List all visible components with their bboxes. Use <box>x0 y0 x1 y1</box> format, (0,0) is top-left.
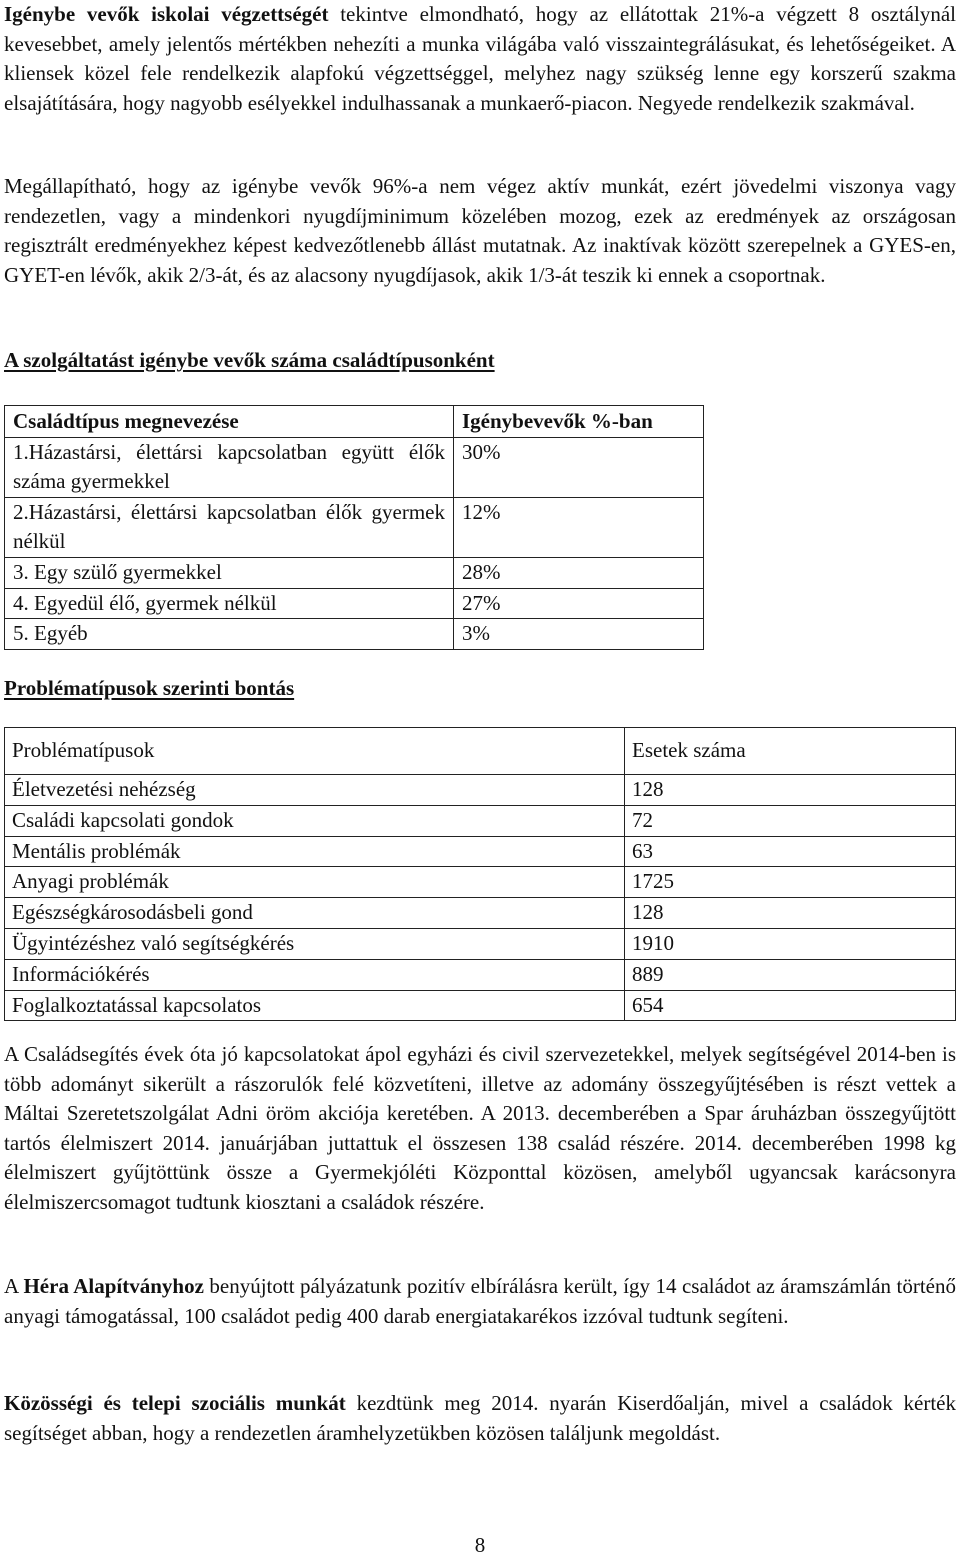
table-row <box>5 959 956 990</box>
paragraph-donations: A Családsegítés évek óta jó kapcsolatokat ápol egyházi és civil szervezetekkel, melyek segítségével 2014-ben is több adományt sikerült a rászorulók felé közvetíteni, illetve az adomány összegyűjtésében is részt vettek a Máltai Szeretetszolgálat Adni öröm akciója keretében. A 2013. decemberében a Spar áruházban összegyűjtött tartós élelmiszert 2014. januárjában juttattuk el összesen 138 család részére. 2014. decemberében 1998 kg élelmiszert gyűjtöttünk össze a Gyermekjóléti Központtal közösen, amelyből ugyancsak karácsonyra élelmiszercsomagot tudtunk kiosztani a családok részére. <box>4 1042 956 1214</box>
table-cell-value: 12% <box>454 497 704 557</box>
table-row <box>5 928 956 959</box>
table-cell-label: 1.Házastársi, élettársi kapcsolatban együtt élők száma gyermekkel <box>5 437 454 497</box>
heading-problem-types: Problématípusok szerinti bontás <box>4 676 295 700</box>
table-cell-value: 28% <box>454 557 704 588</box>
table-cell-value: 72 <box>625 805 956 836</box>
table-cell-value: 3% <box>454 619 704 650</box>
table-row <box>5 437 704 497</box>
paragraph-education <box>4 0 956 118</box>
paragraph-education-lead: Igénybe vevők iskolai végzettségét <box>4 2 329 26</box>
paragraph-inactive: Megállapítható, hogy az igénybe vevők 96%-a nem végez aktív munkát, ezért jövedelmi viszonya vagy rendezetlen, vagy a mindenkori nyugdíjminimum közelében mozog, ezek az eredmények az országosan regisztrált eredményekhez képest kedvezőtlenebb állást mutatnak. Az inaktívak között szerepelnek a GYES-en, GYET-en lévők, akik 2/3-át, és az alacsony nyugdíjasok, akik 1/3-át teszik ki ennek a csoportnak. <box>4 174 956 287</box>
table-cell-value: 654 <box>625 990 956 1021</box>
table-row <box>5 557 704 588</box>
table-header-row <box>5 728 956 775</box>
table-cell-value: 30% <box>454 437 704 497</box>
table-row <box>5 497 704 557</box>
table-cell-label: Életvezetési nehézség <box>5 775 625 806</box>
table-row <box>5 867 956 898</box>
table-row <box>5 619 704 650</box>
table-cell-value: 128 <box>625 775 956 806</box>
paragraph-hera-foundation <box>4 1272 956 1331</box>
table-cell-value: 63 <box>625 836 956 867</box>
table-cell-label: 4. Egyedül élő, gyermek nélkül <box>5 588 454 619</box>
heading-family-type: A szolgáltatást igénybe vevők száma családtípusonként <box>4 348 495 372</box>
paragraph-education-text: tekintve elmondható, hogy az ellátottak 21%-a végzett 8 osztálynál kevesebbet, amely jelentős mértékben nehezíti a munka világába való visszaintegrálásukat, és lehetőségeiket. A kliensek közel fele rendelkezik alapfokú végzettséggel, melyhez nagy szükség lenne egy korszerű szakma elsajátítására, hogy nagyobb esélyekkel indulhassanak a munkaerő-piacon. Negyede rendelkezik szakmával. <box>4 2 956 115</box>
table-cell-label: Családi kapcsolati gondok <box>5 805 625 836</box>
table-cell-label: Foglalkoztatással kapcsolatos <box>5 990 625 1021</box>
table-cell-value: 1910 <box>625 928 956 959</box>
paragraph-community-text: kezdtünk meg 2014. nyarán Kiserdőalján, mivel a családok kérték segítséget abban, hogy a rendezetlen áramhelyzetükben közösen találjunk megoldást. <box>4 1391 956 1445</box>
column-header-case-count: Esetek száma <box>625 728 956 775</box>
table-cell-label: 5. Egyéb <box>5 619 454 650</box>
table-cell-label: Információkérés <box>5 959 625 990</box>
paragraph-community-bold: Közösségi és telepi szociális munkát <box>4 1391 346 1415</box>
table-cell-label: Ügyintézéshez való segítségkérés <box>5 928 625 959</box>
table-cell-value: 27% <box>454 588 704 619</box>
paragraph-hera-bold: Héra Alapítványhoz <box>23 1274 204 1298</box>
table-cell-label: Mentális problémák <box>5 836 625 867</box>
table-cell-label: Egészségkárosodásbeli gond <box>5 898 625 929</box>
table-cell-value: 128 <box>625 898 956 929</box>
table-cell-value: 1725 <box>625 867 956 898</box>
family-type-table <box>4 405 704 650</box>
table-row <box>5 775 956 806</box>
table-row <box>5 805 956 836</box>
problem-type-table <box>4 727 956 1021</box>
column-header-percent: Igénybevevők %-ban <box>454 406 704 438</box>
table-header-row <box>5 406 704 438</box>
column-header-problem-type: Problématípusok <box>5 728 625 775</box>
table-row <box>5 990 956 1021</box>
column-header-family-type: Családtípus megnevezése <box>5 406 454 438</box>
paragraph-hera-pre: A <box>4 1274 24 1298</box>
table-row <box>5 588 704 619</box>
table-cell-label: 3. Egy szülő gyermekkel <box>5 557 454 588</box>
table-cell-label: 2.Házastársi, élettársi kapcsolatban élők gyermek nélkül <box>5 497 454 557</box>
table-row <box>5 836 956 867</box>
page-number: 8 <box>474 1533 486 1557</box>
paragraph-community-work <box>4 1389 956 1448</box>
table-cell-value: 889 <box>625 959 956 990</box>
paragraph-hera-text: benyújtott pályázatunk pozitív elbírálásra került, így 14 családot az áramszámlán történő anyagi támogatással, 100 családot pedig 400 darab energiatakarékos izzóval tudtunk segíteni. <box>4 1274 956 1328</box>
table-cell-label: Anyagi problémák <box>5 867 625 898</box>
table-row <box>5 898 956 929</box>
